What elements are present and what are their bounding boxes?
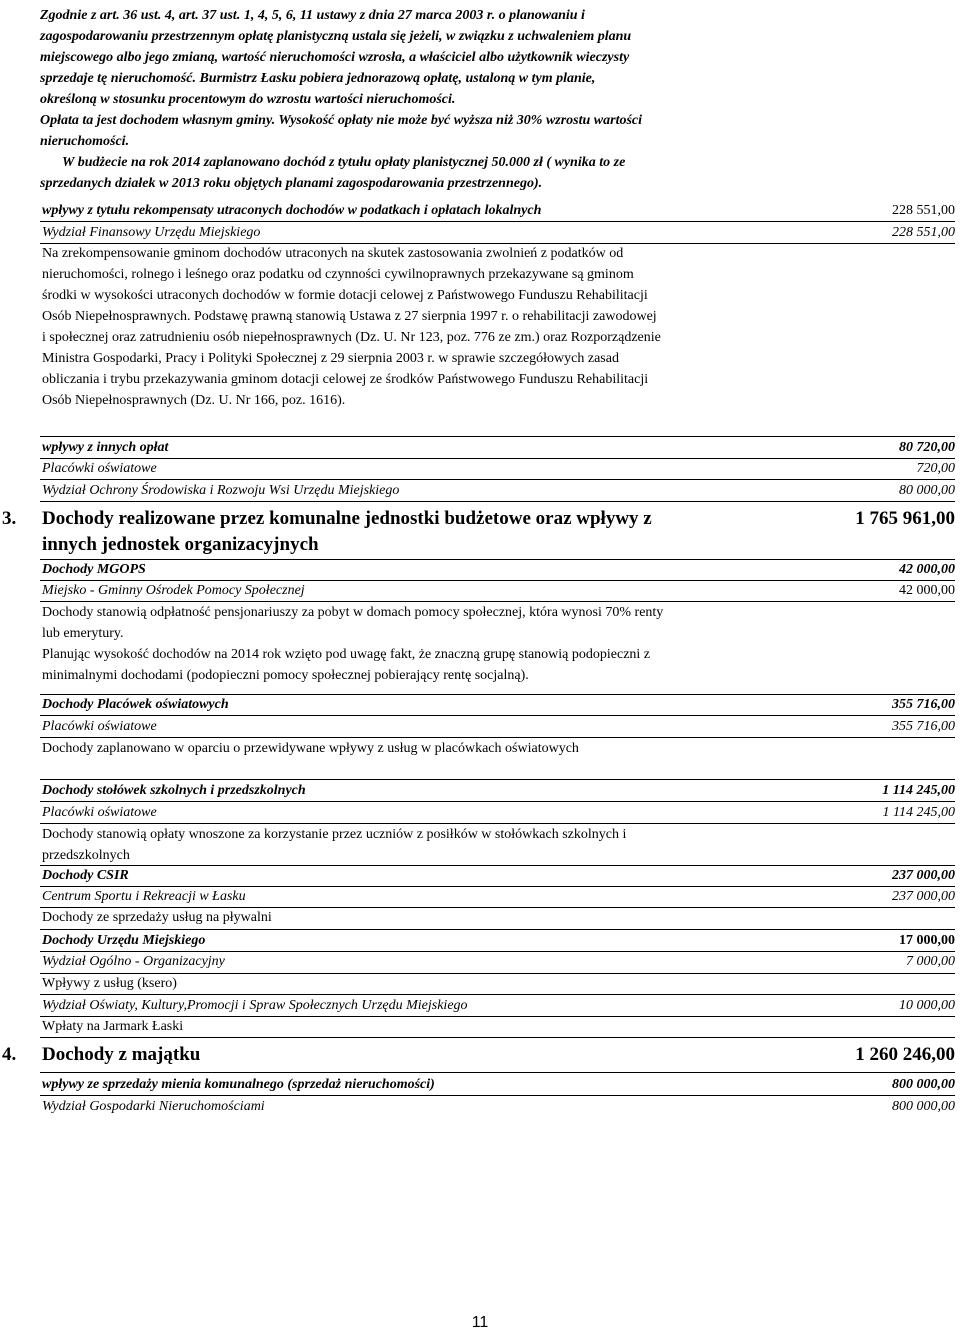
placowki-amount: 355 716,00 xyxy=(892,697,955,712)
mgops-description xyxy=(42,602,802,686)
inne-oplaty-sub-amount: 80 000,00 xyxy=(899,483,955,498)
section-4-heading xyxy=(2,1042,955,1068)
mienie-sub-amount: 800 000,00 xyxy=(892,1099,955,1114)
placowki-label: Dochody Placówek oświatowych xyxy=(42,697,229,712)
csir-note: Dochody ze sprzedaży usług na pływalni xyxy=(42,910,272,925)
mgops-row xyxy=(40,560,955,580)
description-line: nieruchomości, rolnego i leśnego oraz podatku od czynności cywilnoprawnych przekazywane są gminom xyxy=(42,267,634,282)
mienie-label: wpływy ze sprzedaży mienia komunalnego (sprzedaż nieruchomości) xyxy=(42,1077,435,1092)
description-line: Osób Niepełnosprawnych (Dz. U. Nr 166, poz. 1616). xyxy=(42,393,346,408)
mgops-sub-amount: 42 000,00 xyxy=(899,583,955,598)
description-line: przedszkolnych xyxy=(42,848,130,863)
csir-sub-amount: 237 000,00 xyxy=(892,889,955,904)
stolowki-sub-amount: 1 114 245,00 xyxy=(882,805,955,820)
rekompensaty-label: wpływy z tytułu rekompensaty utraconych dochodów w podatkach i opłatach lokalnych xyxy=(42,203,542,218)
csir-amount: 237 000,00 xyxy=(892,868,955,883)
urzad-label: Dochody Urzędu Miejskiego xyxy=(42,933,206,948)
section-3-heading xyxy=(2,506,955,558)
description-line: lub emerytury. xyxy=(42,626,124,641)
divider xyxy=(40,1095,955,1096)
rekompensaty-description xyxy=(42,243,782,411)
inne-oplaty-label: wpływy z innych opłat xyxy=(42,440,169,455)
intro-line: Opłata ta jest dochodem własnym gminy. Wysokość opłaty nie może być wyższa niż 30% wzrostu wartości xyxy=(40,113,643,128)
rekompensaty-sub-amount: 228 551,00 xyxy=(892,225,955,240)
divider xyxy=(40,779,955,780)
description-line: Dochody stanowią opłaty wnoszone za korzystanie przez uczniów z posiłków w stołówkach szkolnych i xyxy=(42,827,627,842)
divider xyxy=(40,1037,955,1038)
divider xyxy=(40,221,955,222)
intro-line: W budżecie na rok 2014 zaplanowano dochód z tytułu opłaty planistycznej 50.000 zł ( wynika to ze xyxy=(62,155,626,170)
csir-sub-label: Centrum Sportu i Rekreacji w Łasku xyxy=(42,889,246,904)
mgops-label: Dochody MGOPS xyxy=(42,562,146,577)
mienie-sub-row xyxy=(40,1097,955,1117)
csir-sub-row xyxy=(40,887,955,907)
inne-oplaty-row xyxy=(40,438,955,458)
description-line: Dochody stanowią odpłatność pensjonariuszy za pobyt w domach pomocy społecznej, która wynosi 70% renty xyxy=(42,605,664,620)
divider xyxy=(40,801,955,802)
stolowki-label: Dochody stołówek szkolnych i przedszkolnych xyxy=(42,783,306,798)
inne-oplaty-sub-row xyxy=(40,459,955,479)
divider xyxy=(40,929,955,930)
csir-label: Dochody CSIR xyxy=(42,868,129,883)
urzad-row xyxy=(40,931,955,951)
urzad-sub-row xyxy=(40,996,955,1016)
divider xyxy=(40,715,955,716)
stolowki-amount: 1 114 245,00 xyxy=(882,783,955,798)
inne-oplaty-amount: 80 720,00 xyxy=(899,440,955,455)
urzad-note-row xyxy=(40,974,955,994)
mienie-sub-label: Wydział Gospodarki Nieruchomościami xyxy=(42,1099,265,1114)
csir-note-row xyxy=(40,908,955,928)
placowki-sub-row xyxy=(40,717,955,737)
intro-paragraph xyxy=(40,5,760,194)
intro-line: sprzedanych działek w 2013 roku objętych planami zagospodarowania przestrzennego). xyxy=(40,176,543,191)
intro-line: Zgodnie z art. 36 ust. 4, art. 37 ust. 1, 4, 5, 6, 11 ustawy z dnia 27 marca 2003 r. o planowaniu i xyxy=(40,8,585,23)
inne-oplaty-sub-row xyxy=(40,481,955,501)
intro-line: określoną w stosunku procentowym do wzrostu wartości nieruchomości. xyxy=(40,92,456,107)
intro-line: zagospodarowaniu przestrzennym opłatę planistyczną ustala się jeżeli, w związku z uchwaleniem planu xyxy=(40,29,632,44)
urzad-sub-label: Wydział Oświaty, Kultury,Promocji i Spraw Społecznych Urzędu Miejskiego xyxy=(42,998,468,1013)
stolowki-sub-row xyxy=(40,803,955,823)
inne-oplaty-sub-amount: 720,00 xyxy=(916,461,955,476)
urzad-note-row xyxy=(40,1017,955,1037)
section-number: 4. xyxy=(2,1044,17,1065)
urzad-sub-amount: 10 000,00 xyxy=(899,998,955,1013)
csir-row xyxy=(40,866,955,886)
stolowki-row xyxy=(40,781,955,801)
urzad-note: Wpłaty na Jarmark Łaski xyxy=(42,1019,184,1034)
description-line: Planując wysokość dochodów na 2014 rok wzięto pod uwagę fakt, że znaczną grupę stanowią podopieczni z xyxy=(42,647,651,662)
divider xyxy=(40,1072,955,1073)
description-line: Dochody zaplanowano w oparciu o przewidywane wpływy z usług w placówkach oświatowych xyxy=(42,741,579,756)
description-line: Osób Niepełnosprawnych. Podstawę prawną stanowią Ustawa z 27 sierpnia 1997 r. o rehabilitacji zawodowej xyxy=(42,309,657,324)
intro-line: sprzedaje tę nieruchomość. Burmistrz Łasku pobiera jednorazową opłatę, ustaloną w tym planie, xyxy=(40,71,596,86)
divider xyxy=(40,994,955,995)
section-number: 3. xyxy=(2,508,17,529)
placowki-description xyxy=(42,738,802,759)
description-line: obliczania i trybu przekazywania gminom dotacji celowej ze środków Państwowego Funduszu Rehabilitacji xyxy=(42,372,649,387)
stolowki-description xyxy=(42,824,802,866)
description-line: Ministra Gospodarki, Pracy i Polityki Społecznej z 29 sierpnia 2003 r. w sprawie szczegółowych zasad xyxy=(42,351,619,366)
urzad-sub-amount: 7 000,00 xyxy=(906,954,955,969)
intro-line: miejscowego albo jego zmianą, wartość nieruchomości wzrosła, a właściciel albo użytkownik wieczysty xyxy=(40,50,630,65)
description-line: środki w wysokości utraconych dochodów w formie dotacji celowej z Państwowego Funduszu Rehabilitacji xyxy=(42,288,648,303)
mienie-row xyxy=(40,1075,955,1095)
urzad-amount: 17 000,00 xyxy=(899,933,955,948)
inne-oplaty-sub-label: Wydział Ochrony Środowiska i Rozwoju Wsi Urzędu Miejskiego xyxy=(42,483,400,498)
rekompensaty-sub-row xyxy=(40,223,955,243)
description-line: minimalnymi dochodami (podopieczni pomocy społecznej pobierający rentę socjalną). xyxy=(42,668,529,683)
placowki-sub-label: Placówki oświatowe xyxy=(42,719,157,734)
urzad-sub-label: Wydział Ogólno - Organizacyjny xyxy=(42,954,225,969)
section-amount: 1 765 961,00 xyxy=(855,508,955,529)
urzad-sub-row xyxy=(40,952,955,972)
page-number: 11 xyxy=(471,1314,489,1331)
section-title: Dochody realizowane przez komunalne jednostki budżetowe oraz wpływy z innych jednostek organizacyjnych xyxy=(42,508,652,555)
mgops-sub-label: Miejsko - Gminny Ośrodek Pomocy Społecznej xyxy=(42,583,305,598)
placowki-sub-amount: 355 716,00 xyxy=(892,719,955,734)
divider xyxy=(40,501,955,502)
description-line: Na zrekompensowanie gminom dochodów utraconych na skutek zastosowania zwolnień z podatków od xyxy=(42,246,624,261)
rekompensaty-sub-label: Wydział Finansowy Urzędu Miejskiego xyxy=(42,225,261,240)
section-title: Dochody z majątku xyxy=(42,1044,201,1065)
stolowki-sub-label: Placówki oświatowe xyxy=(42,805,157,820)
divider xyxy=(40,436,955,437)
mgops-sub-row xyxy=(40,581,955,601)
rekompensaty-amount: 228 551,00 xyxy=(892,203,955,218)
mienie-amount: 800 000,00 xyxy=(892,1077,955,1092)
rekompensaty-row xyxy=(40,201,955,221)
mgops-amount: 42 000,00 xyxy=(899,562,955,577)
section-amount: 1 260 246,00 xyxy=(855,1044,955,1065)
intro-line: nieruchomości. xyxy=(40,134,130,149)
urzad-note: Wpływy z usług (ksero) xyxy=(42,976,177,991)
divider xyxy=(40,479,955,480)
inne-oplaty-sub-label: Placówki oświatowe xyxy=(42,461,157,476)
placowki-row xyxy=(40,695,955,715)
description-line: i społecznej oraz zatrudnieniu osób niepełnosprawnych (Dz. U. Nr 123, poz. 776 ze zm.) oraz Rozporządzenie xyxy=(42,330,661,345)
